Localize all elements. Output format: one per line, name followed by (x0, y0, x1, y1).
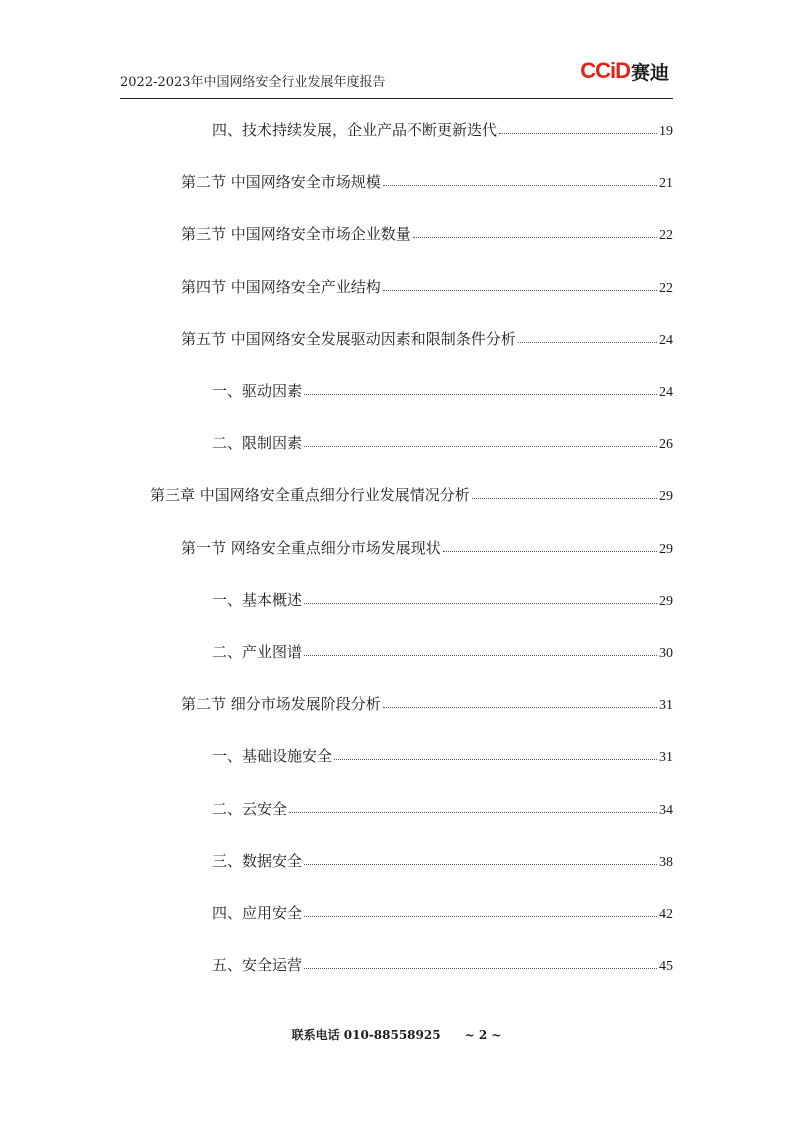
toc-entry-page: 29 (659, 541, 673, 557)
toc-entry[interactable] (181, 168, 673, 192)
toc-entry-page: 19 (659, 124, 673, 139)
toc-entry-title: 第五节 中国网络安全发展驱动因素和限制条件分析 (181, 329, 516, 348)
toc-entry-page: 24 (659, 332, 673, 348)
toc-dot-leader (383, 706, 657, 708)
toc-entry[interactable] (212, 116, 673, 140)
toc-dot-leader (304, 863, 657, 865)
toc-dot-leader (304, 445, 657, 447)
toc-entry-page: 22 (659, 228, 673, 244)
toc-entry[interactable] (212, 429, 673, 453)
toc-dot-leader (518, 341, 657, 343)
toc-dot-leader (413, 236, 657, 238)
toc-entry-page: 24 (659, 385, 673, 400)
toc-entry[interactable] (181, 325, 673, 349)
page-header (120, 56, 673, 99)
toc-entry[interactable] (212, 847, 673, 871)
toc-entry[interactable] (212, 638, 673, 662)
toc-entry-title: 二、产业图谱 (212, 643, 303, 661)
toc-entry[interactable] (212, 795, 673, 819)
toc-entry-title: 第二节 细分市场发展阶段分析 (181, 695, 381, 714)
toc-entry-title: 第三章 中国网络安全重点细分行业发展情况分析 (150, 486, 470, 505)
toc-entry-title: 三、数据安全 (212, 851, 303, 870)
toc-entry-page: 30 (659, 646, 673, 661)
toc-entry[interactable] (212, 377, 673, 401)
toc-entry-title: 第四节 中国网络安全产业结构 (181, 277, 381, 296)
toc-entry-page: 38 (659, 854, 673, 870)
toc-entry[interactable] (212, 742, 673, 766)
toc-dot-leader (304, 654, 657, 656)
toc-dot-leader (304, 393, 657, 395)
toc-entry-title: 四、技术持续发展，企业产品不断更新迭代 (212, 121, 498, 139)
toc-entry-title: 一、基本概述 (212, 590, 303, 609)
toc-dot-leader (383, 289, 657, 291)
toc-entry-page: 34 (659, 802, 673, 818)
toc-entry-title: 四、应用安全 (212, 904, 303, 922)
toc-entry-page: 21 (659, 176, 673, 192)
toc-entry-title: 五、安全运营 (212, 956, 303, 975)
footer-contact: 联系电话 010-88558925 (291, 1028, 441, 1042)
toc-dot-leader (304, 602, 657, 604)
toc-dot-leader (289, 811, 657, 813)
toc-entry[interactable] (212, 951, 673, 975)
toc-dot-leader (304, 967, 657, 969)
toc-entry-page: 26 (659, 437, 673, 453)
toc-entry[interactable] (212, 899, 673, 923)
page-footer (0, 1026, 793, 1043)
toc-dot-leader (472, 497, 657, 499)
toc-entry-page: 31 (659, 698, 673, 714)
toc-entry-title: 一、基础设施安全 (212, 747, 333, 766)
toc-entry[interactable] (181, 273, 673, 297)
toc-entry-page: 45 (659, 959, 673, 975)
toc-entry[interactable] (181, 220, 673, 244)
toc-entry-page: 42 (659, 907, 673, 922)
footer-page-number: ~ 2 ~ (464, 1028, 502, 1042)
toc-dot-leader (304, 915, 657, 917)
toc-entry[interactable] (212, 586, 673, 610)
toc-dot-leader (383, 184, 657, 186)
toc-entry[interactable] (181, 690, 673, 714)
toc-entry-title: 二、限制因素 (212, 434, 303, 453)
toc-entry-page: 31 (659, 750, 673, 766)
toc-entry-page: 29 (659, 593, 673, 609)
toc-entry-page: 29 (659, 489, 673, 505)
toc-entry-title: 第二节 中国网络安全市场规模 (181, 173, 381, 192)
toc-dot-leader (499, 132, 657, 134)
logo-latin-text: CCiD (580, 58, 630, 83)
toc-entry[interactable] (150, 481, 673, 505)
toc-entry-page: 22 (659, 280, 673, 296)
toc-entry[interactable] (181, 534, 673, 558)
toc-entry-title: 一、驱动因素 (212, 382, 303, 400)
toc-entry-title: 第三节 中国网络安全市场企业数量 (181, 225, 411, 244)
toc-entry-title: 二、云安全 (212, 799, 288, 818)
toc-entry-title: 第一节 网络安全重点细分市场发展现状 (181, 538, 441, 557)
toc-dot-leader (334, 758, 657, 760)
report-title: 2022-2023年中国网络安全行业发展年度报告 (120, 75, 386, 90)
toc-dot-leader (443, 550, 657, 552)
ccid-logo (580, 58, 669, 84)
logo-cjk-text: 赛迪 (630, 61, 669, 84)
